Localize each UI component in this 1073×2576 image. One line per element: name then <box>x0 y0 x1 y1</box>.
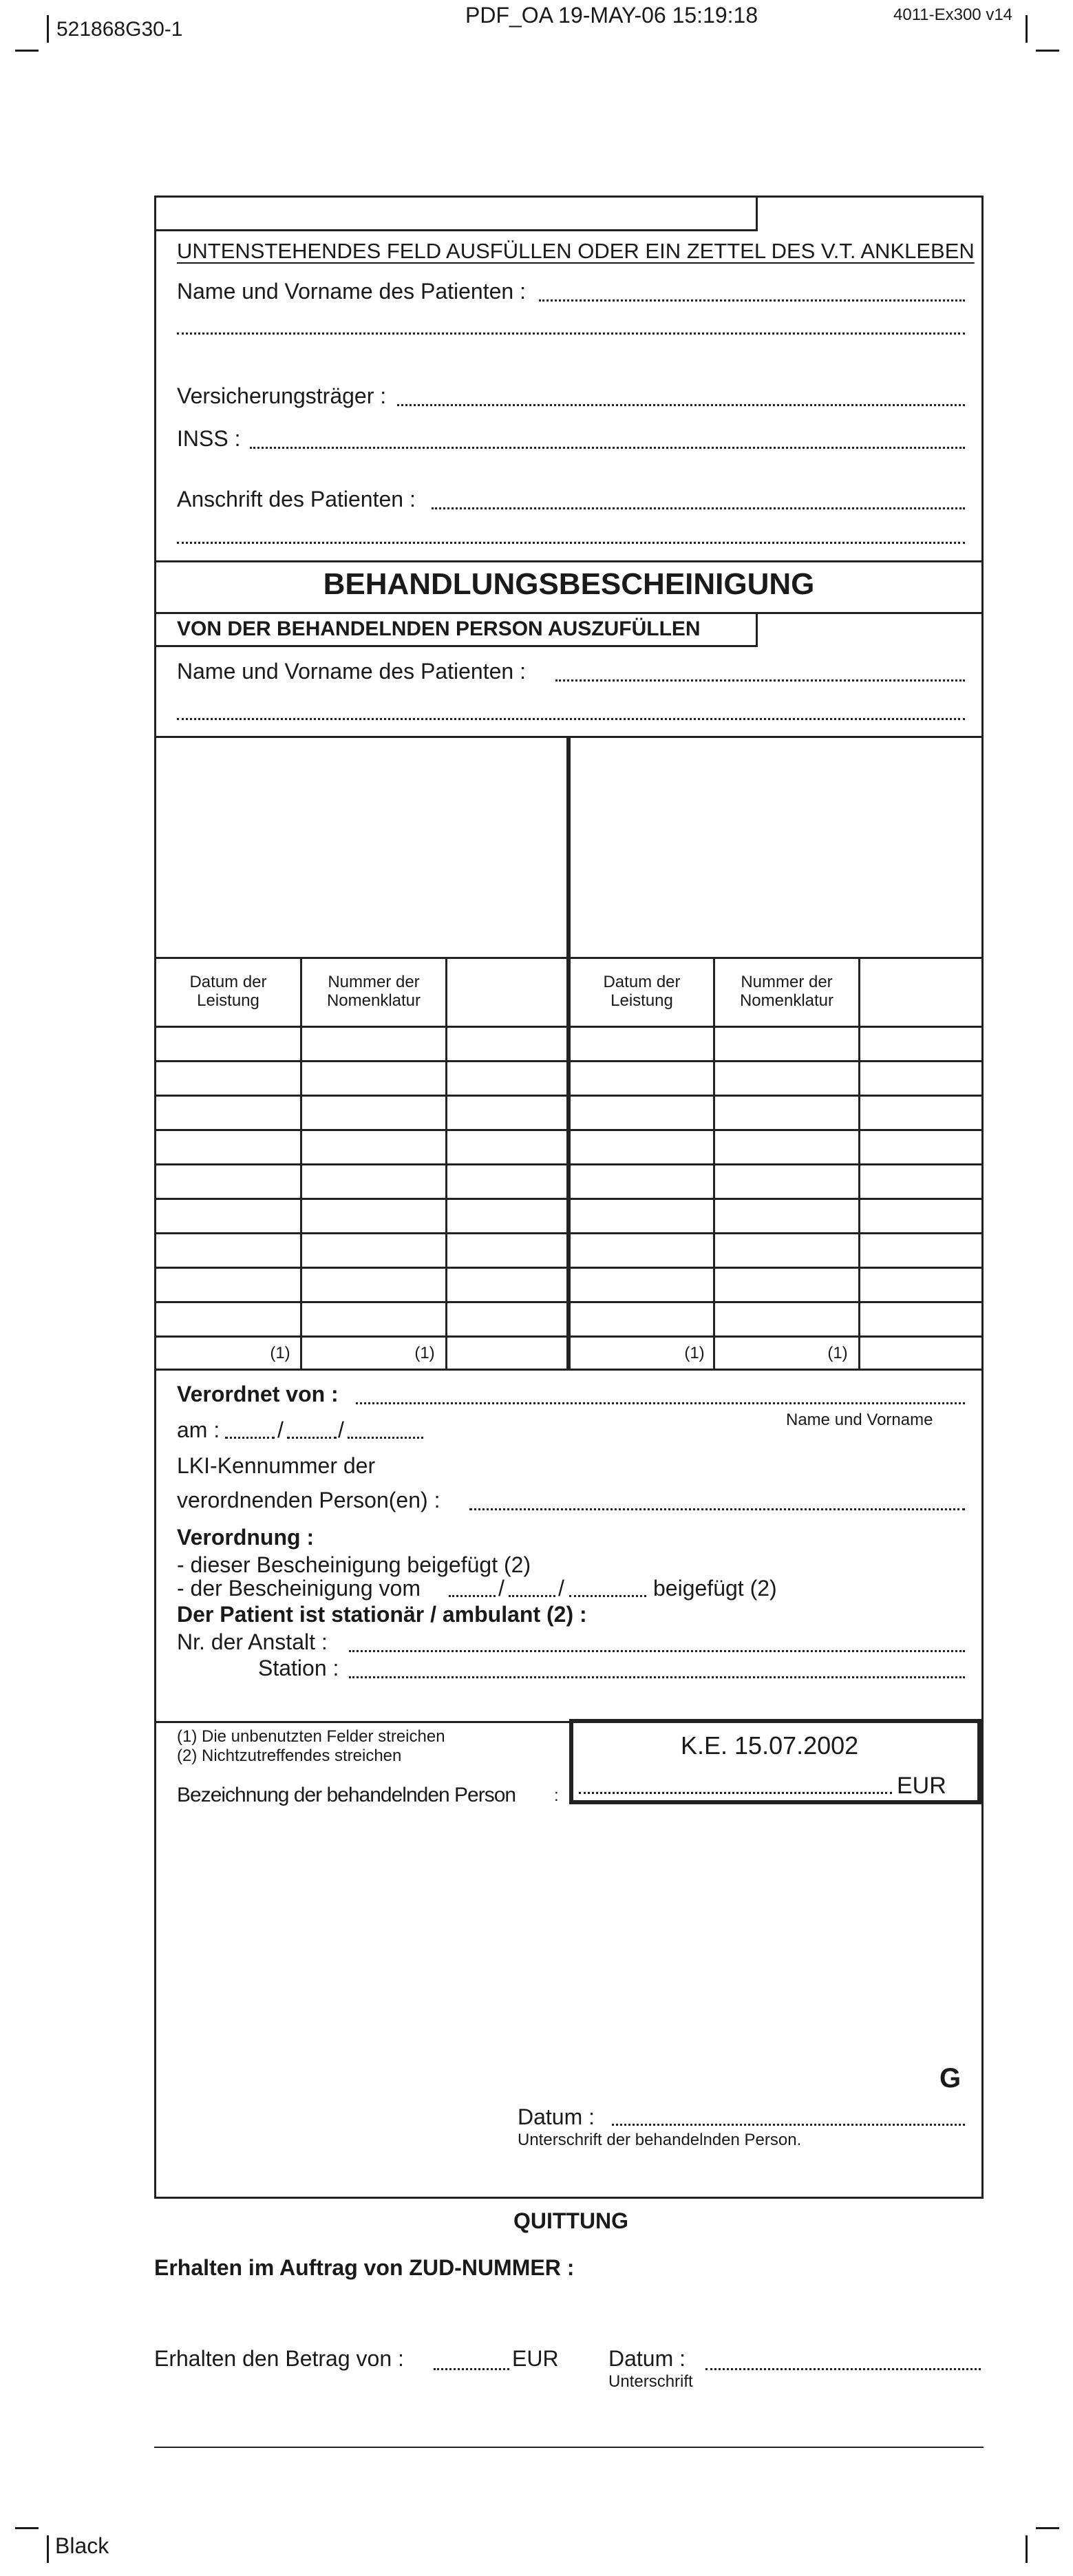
table-row <box>156 1060 981 1062</box>
note-strike-inapplicable: (2) Nichtzutreffendes streichen <box>177 1746 402 1765</box>
left-nomenclature-header <box>302 973 445 1010</box>
date-separator: / <box>498 1576 504 1601</box>
receipt-amount-label: Erhalten den Betrag von : <box>154 2346 404 2371</box>
crop-mark <box>1036 50 1059 52</box>
inss-label: INSS : <box>177 426 241 451</box>
form-mark-g: G <box>939 2063 962 2093</box>
crop-mark <box>15 2527 39 2529</box>
certificate-subtitle: VON DER BEHANDELNDEN PERSON AUSZUFÜLLEN <box>177 617 701 640</box>
table-row <box>156 1198 981 1200</box>
divider <box>156 612 981 614</box>
lki-label-line2: verordnenden Person(en) : <box>177 1488 440 1512</box>
order-heading: Verordnung : <box>177 1525 315 1550</box>
order-option-previous-b: beigefügt (2) <box>653 1576 777 1601</box>
certificate-title: BEHANDLUNGSBESCHEINIGUNG <box>323 567 815 601</box>
address-field[interactable] <box>432 507 965 509</box>
form-version: 4011-Ex300 v14 <box>893 6 1013 24</box>
ward-field[interactable] <box>349 1676 965 1678</box>
divider <box>156 560 981 562</box>
receipt-amount-field[interactable] <box>434 2368 509 2370</box>
signature-date-label: Datum : <box>518 2104 595 2129</box>
address-field-2[interactable] <box>177 542 965 544</box>
right-date-header <box>571 973 713 1010</box>
insurer-field[interactable] <box>397 404 965 406</box>
cert-patient-name-field[interactable] <box>555 679 965 682</box>
color-separation-label: Black <box>55 2533 109 2558</box>
ordered-by-label: Verordnet von : <box>177 1382 339 1406</box>
footnote-mark: (1) <box>414 1344 435 1362</box>
prev-date-month-field[interactable] <box>509 1595 555 1597</box>
claim-form <box>154 196 984 2199</box>
institution-field[interactable] <box>349 1650 965 1652</box>
receipt-date-label: Datum : <box>608 2346 686 2371</box>
inpatient-label: Der Patient ist stationär / ambulant (2) : <box>177 1602 587 1627</box>
vt-instruction: UNTENSTEHENDES FELD AUSFÜLLEN ODER EIN ZETTEL DES V.T. ANKLEBEN <box>177 239 975 263</box>
note-unused-fields: (1) Die unbenutzten Felder streichen <box>177 1727 445 1746</box>
receipt-bottom-line <box>154 2447 984 2448</box>
provider-colon: : <box>554 1786 559 1805</box>
patient-name-field[interactable] <box>539 299 965 302</box>
crop-mark <box>15 50 39 52</box>
subtitle-box-right <box>756 612 758 647</box>
date-label: am : <box>177 1417 220 1442</box>
receipt-title: QUITTUNG <box>513 2208 629 2233</box>
ke-label: K.E. 15.07.2002 <box>681 1731 859 1760</box>
lki-field[interactable] <box>469 1508 965 1510</box>
left-nomenclature-header-text: Nummer der Nomenklatur <box>326 973 421 1010</box>
document-id: 521868G30-1 <box>56 18 183 41</box>
lki-label-line1: LKI-Kennummer der <box>177 1453 376 1478</box>
amount-currency: EUR <box>897 1773 946 1799</box>
receipt-signature-caption: Unterschrift <box>608 2372 693 2391</box>
left-date-header <box>156 973 300 1010</box>
date-month-field[interactable] <box>287 1437 337 1439</box>
order-option-attached: - dieser Bescheinigung beigefügt (2) <box>177 1552 531 1577</box>
print-info: PDF_OA 19-MAY-06 15:19:18 <box>465 3 758 28</box>
prev-date-day-field[interactable] <box>449 1595 496 1597</box>
prev-date-year-field[interactable] <box>569 1595 646 1597</box>
receipt-received-label: Erhalten im Auftrag von ZUD-NUMMER : <box>154 2255 575 2280</box>
table-row <box>156 1232 981 1234</box>
table-row <box>156 1335 981 1338</box>
crop-mark <box>1026 15 1028 43</box>
table-center-divider <box>566 736 571 1369</box>
right-nomenclature-header <box>715 973 858 1010</box>
crop-mark <box>47 15 49 43</box>
address-label: Anschrift des Patienten : <box>177 487 416 511</box>
tab-right-line <box>756 198 758 231</box>
tab-bottom-line <box>156 229 758 231</box>
patient-name-label: Name und Vorname des Patienten : <box>177 279 526 304</box>
provider-label: Bezeichnung der behandelnden Person <box>177 1784 516 1806</box>
table-bottom-line <box>156 1369 981 1371</box>
crop-mark <box>47 2535 49 2563</box>
table-row <box>156 1129 981 1131</box>
right-nomenclature-header-text: Nummer der Nomenklatur <box>739 973 834 1010</box>
signature-date-field[interactable] <box>612 2124 965 2126</box>
name-caption: Name und Vorname <box>786 1411 933 1429</box>
amount-box <box>569 1719 981 1804</box>
table-row <box>156 1301 981 1303</box>
crop-mark <box>1026 2535 1028 2563</box>
ordered-by-field[interactable] <box>356 1402 965 1404</box>
patient-name-field-2[interactable] <box>177 332 965 335</box>
receipt-date-field[interactable] <box>705 2368 981 2370</box>
left-date-header-text: Datum der Leistung <box>189 973 267 1010</box>
date-separator: / <box>338 1417 344 1442</box>
date-year-field[interactable] <box>348 1437 423 1439</box>
insurer-label: Versicherungsträger : <box>177 383 387 408</box>
right-date-header-text: Datum der Leistung <box>603 973 681 1010</box>
cert-patient-name-field-2[interactable] <box>177 718 965 720</box>
receipt-currency: EUR <box>512 2346 559 2371</box>
subtitle-box-bottom <box>156 645 758 647</box>
table-row <box>156 1163 981 1165</box>
amount-field[interactable] <box>579 1792 892 1794</box>
footnote-mark: (1) <box>270 1344 290 1362</box>
signature-caption: Unterschrift der behandelnden Person. <box>518 2131 802 2149</box>
order-option-previous-a: - der Bescheinigung vom <box>177 1576 421 1601</box>
footnote-mark: (1) <box>827 1344 848 1362</box>
ward-label: Station : <box>258 1656 339 1680</box>
table-row <box>156 1026 981 1028</box>
institution-label: Nr. der Anstalt : <box>177 1629 328 1654</box>
date-day-field[interactable] <box>225 1437 275 1439</box>
footnote-mark: (1) <box>684 1344 705 1362</box>
table-row <box>156 1095 981 1097</box>
inss-field[interactable] <box>250 447 965 449</box>
cert-patient-name-label: Name und Vorname des Patienten : <box>177 659 526 684</box>
table-row <box>156 1267 981 1269</box>
crop-mark <box>1036 2527 1059 2529</box>
date-separator: / <box>277 1417 284 1442</box>
date-separator: / <box>558 1576 564 1601</box>
